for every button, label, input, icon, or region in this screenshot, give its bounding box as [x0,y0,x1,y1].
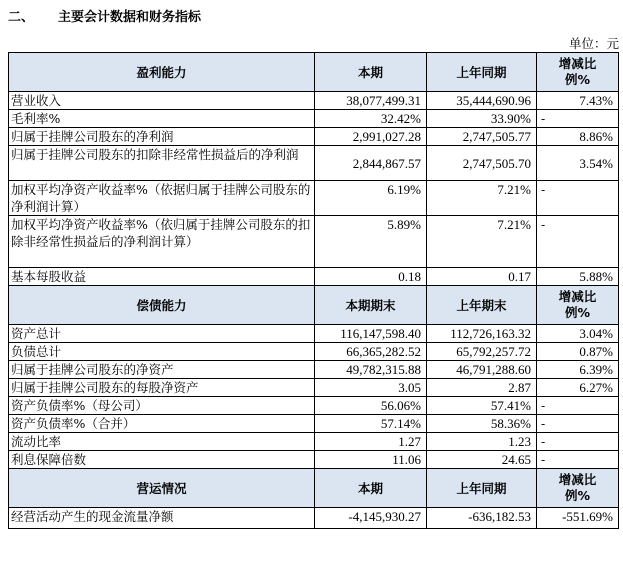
change-value: 7.43% [537,92,619,110]
change-value: - [537,415,619,433]
solvency-header-row [9,286,619,325]
change-value: - [537,216,619,268]
table-row [9,343,619,361]
previous-value: 2.87 [427,379,537,397]
header-category: 盈利能力 [9,53,315,92]
row-label: 资产负债率%（合并） [9,415,315,433]
change-value: 3.04% [537,325,619,343]
section-heading [8,6,201,25]
current-value: 57.14% [315,415,427,433]
table-row [9,508,619,529]
table-row [9,379,619,397]
previous-value: 7.21% [427,216,537,268]
current-value: 11.06 [315,451,427,469]
change-value: - [537,181,619,216]
header-current: 本期 [315,469,427,508]
table-row [9,146,619,181]
change-value: 5.88% [537,268,619,286]
current-value: 116,147,598.40 [315,325,427,343]
change-value: - [537,110,619,128]
change-value: 0.87% [537,343,619,361]
section-title: 主要会计数据和财务指标 [58,10,202,25]
change-value: - [537,433,619,451]
previous-value: 112,726,163.32 [427,325,537,343]
current-value: 66,365,282.52 [315,343,427,361]
previous-value: 0.17 [427,268,537,286]
table-row [9,451,619,469]
change-value: 8.86% [537,128,619,146]
operations-header-row [9,469,619,508]
header-previous: 上年期末 [427,286,537,325]
row-label: 资产负债率%（母公司） [9,397,315,415]
row-label: 负债总计 [9,343,315,361]
change-value: -551.69% [537,508,619,529]
change-value: 6.39% [537,361,619,379]
header-previous: 上年同期 [427,53,537,92]
previous-value: 2,747,505.77 [427,128,537,146]
row-label: 归属于挂牌公司股东的净利润 [9,128,315,146]
current-value: 5.89% [315,216,427,268]
current-value: 56.06% [315,397,427,415]
current-value: 2,844,867.57 [315,146,427,181]
row-label: 经营活动产生的现金流量净额 [9,508,315,529]
profitability-header-row [9,53,619,92]
previous-value: -636,182.53 [427,508,537,529]
table-row [9,433,619,451]
unit-label: 单位：元 [568,36,619,51]
current-value: 2,991,027.28 [315,128,427,146]
row-label: 营业收入 [9,92,315,110]
table-row [9,325,619,343]
previous-value: 33.90% [427,110,537,128]
section-number: 二、 [8,10,35,25]
current-value: -4,145,930.27 [315,508,427,529]
header-change: 增减比 例% [537,469,619,508]
header-previous: 上年同期 [427,469,537,508]
table-row [9,216,619,268]
row-label: 归属于挂牌公司股东的扣除非经常性损益后的净利润 [9,146,315,181]
table-row [9,92,619,110]
row-label: 流动比率 [9,433,315,451]
previous-value: 65,792,257.72 [427,343,537,361]
row-label: 归属于挂牌公司股东的每股净资产 [9,379,315,397]
current-value: 38,077,499.31 [315,92,427,110]
row-label: 基本每股收益 [9,268,315,286]
current-value: 1.27 [315,433,427,451]
table-row [9,268,619,286]
table-row [9,128,619,146]
previous-value: 1.23 [427,433,537,451]
previous-value: 7.21% [427,181,537,216]
previous-value: 24.65 [427,451,537,469]
row-label: 毛利率% [9,110,315,128]
current-value: 0.18 [315,268,427,286]
row-label: 归属于挂牌公司股东的净资产 [9,361,315,379]
row-label: 加权平均净资产收益率%（依据归属于挂牌公司股东的净利润计算） [9,181,315,216]
previous-value: 58.36% [427,415,537,433]
current-value: 3.05 [315,379,427,397]
previous-value: 2,747,505.70 [427,146,537,181]
row-label: 资产总计 [9,325,315,343]
change-value: 6.27% [537,379,619,397]
current-value: 49,782,315.88 [315,361,427,379]
header-change: 增减比 例% [537,286,619,325]
previous-value: 35,444,690.96 [427,92,537,110]
row-label: 加权平均净资产收益率%（依归属于挂牌公司股东的扣除非经常性损益后的净利润计算） [9,216,315,268]
table-row [9,110,619,128]
current-value: 6.19% [315,181,427,216]
previous-value: 46,791,288.60 [427,361,537,379]
table-row [9,181,619,216]
table-row [9,397,619,415]
current-value: 32.42% [315,110,427,128]
change-value: - [537,451,619,469]
row-label: 利息保障倍数 [9,451,315,469]
previous-value: 57.41% [427,397,537,415]
table-row [9,361,619,379]
header-category: 偿债能力 [9,286,315,325]
change-value: 3.54% [537,146,619,181]
change-value: - [537,397,619,415]
table-row [9,415,619,433]
financial-indicators-table [8,52,619,529]
header-change: 增减比 例% [537,53,619,92]
header-current: 本期 [315,53,427,92]
header-category: 营运情况 [9,469,315,508]
header-current: 本期期末 [315,286,427,325]
